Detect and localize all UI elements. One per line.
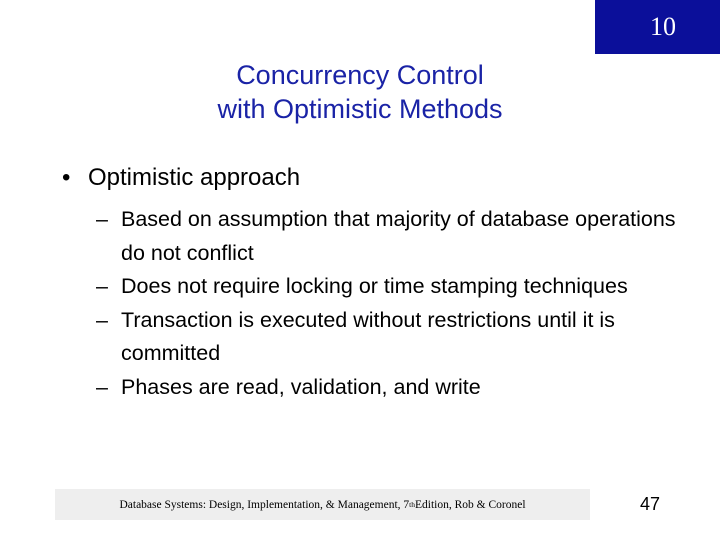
main-bullet (62, 163, 300, 193)
sub-bullet-item (96, 270, 696, 304)
chapter-number: 10 (650, 12, 676, 41)
sub-bullet-dash: – (96, 307, 108, 332)
footer-text-after: Edition, Rob & Coronel (415, 498, 526, 511)
page-number: 47 (639, 494, 661, 514)
chapter-number-badge (595, 0, 720, 54)
slide-title (0, 58, 720, 126)
sub-bullet-dash: – (96, 207, 108, 231)
sub-bullet-item (96, 371, 696, 405)
footer-citation: Database Systems: Design, Implementation, & Management, 7 th Edition, Rob & Coronel (55, 489, 590, 520)
footer-text-before: Database Systems: Design, Implementation, & Management, 7 (119, 498, 410, 511)
sub-bullet-text: Based on assumption that majority of database operations do not conflict (121, 207, 676, 265)
slide-title-line-2: with Optimistic Methods (217, 94, 503, 124)
sub-bullet-text: Does not require locking or time stamping techniques (121, 274, 628, 298)
slide-title-line-1: Concurrency Control (236, 60, 484, 90)
sub-bullet-dash: – (96, 374, 108, 399)
bullet-text: Optimistic approach (88, 164, 301, 191)
sub-bullet-text: Transaction is executed without restrictions until it is committed (121, 307, 615, 365)
bullet-marker: • (62, 164, 71, 191)
sub-bullet-dash: – (96, 274, 108, 298)
sub-bullet-text: Phases are read, validation, and write (121, 374, 481, 399)
sub-bullet-list (96, 203, 696, 404)
sub-bullet-item (96, 203, 696, 270)
sub-bullet-item (96, 304, 696, 371)
